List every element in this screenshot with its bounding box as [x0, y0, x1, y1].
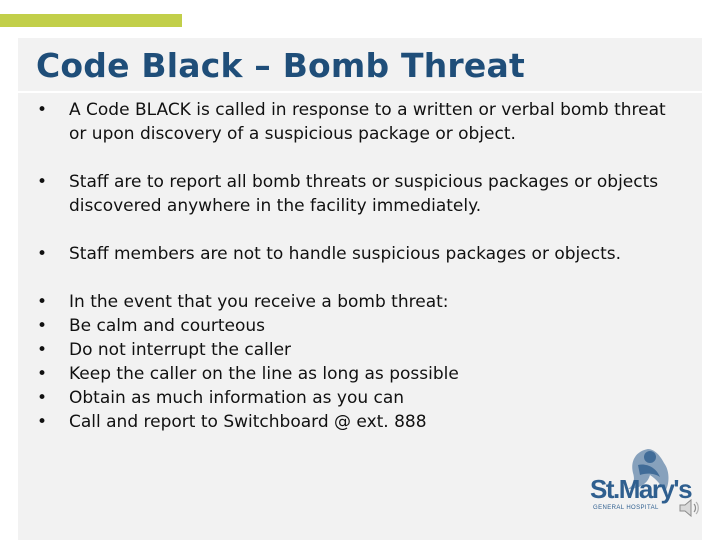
bullet-text: A Code BLACK is called in response to a written or verbal bomb threat or upon discovery of a suspicious package or object.: [69, 100, 666, 144]
bullet-text: Call and report to Switchboard @ ext. 888: [69, 412, 427, 432]
list-item: [36, 242, 676, 266]
bullet-text: Staff members are not to handle suspicious packages or objects.: [69, 244, 622, 264]
logo-subtitle: GENERAL HOSPITAL: [593, 505, 659, 511]
list-item: [36, 386, 676, 410]
bullet-marker: •: [37, 340, 48, 360]
bullet-text: Staff are to report all bomb threats or suspicious packages or objects discovered anywhere in the facility immediately.: [69, 172, 659, 216]
list-item: [36, 410, 676, 434]
list-item: [36, 362, 676, 386]
bullet-marker: •: [37, 364, 48, 384]
list-item: [36, 98, 676, 146]
bullet-text: Be calm and courteous: [69, 316, 266, 336]
slide-title: Code Black – Bomb Threat: [36, 46, 525, 85]
bullet-text: Do not interrupt the caller: [69, 340, 292, 360]
list-item: [36, 170, 676, 218]
bullet-marker: •: [37, 292, 48, 312]
bullet-marker: •: [37, 388, 48, 408]
bullet-marker: •: [37, 244, 48, 264]
bullet-marker: •: [37, 172, 48, 192]
list-item: [36, 314, 676, 338]
list-item: [36, 338, 676, 362]
logo-wordmark: St.Mary's: [590, 474, 692, 504]
list-item: [36, 290, 676, 314]
bullet-marker: •: [37, 100, 48, 120]
bullet-text: Keep the caller on the line as long as possible: [69, 364, 459, 384]
bullet-marker: •: [37, 316, 48, 336]
title-rule: [18, 91, 702, 93]
speaker-icon[interactable]: [678, 496, 700, 520]
bullet-list: [36, 98, 676, 434]
bullet-text: Obtain as much information as you can: [69, 388, 405, 408]
bullet-text: In the event that you receive a bomb threat:: [69, 292, 449, 312]
bullet-marker: •: [37, 412, 48, 432]
accent-bar: [0, 14, 182, 27]
